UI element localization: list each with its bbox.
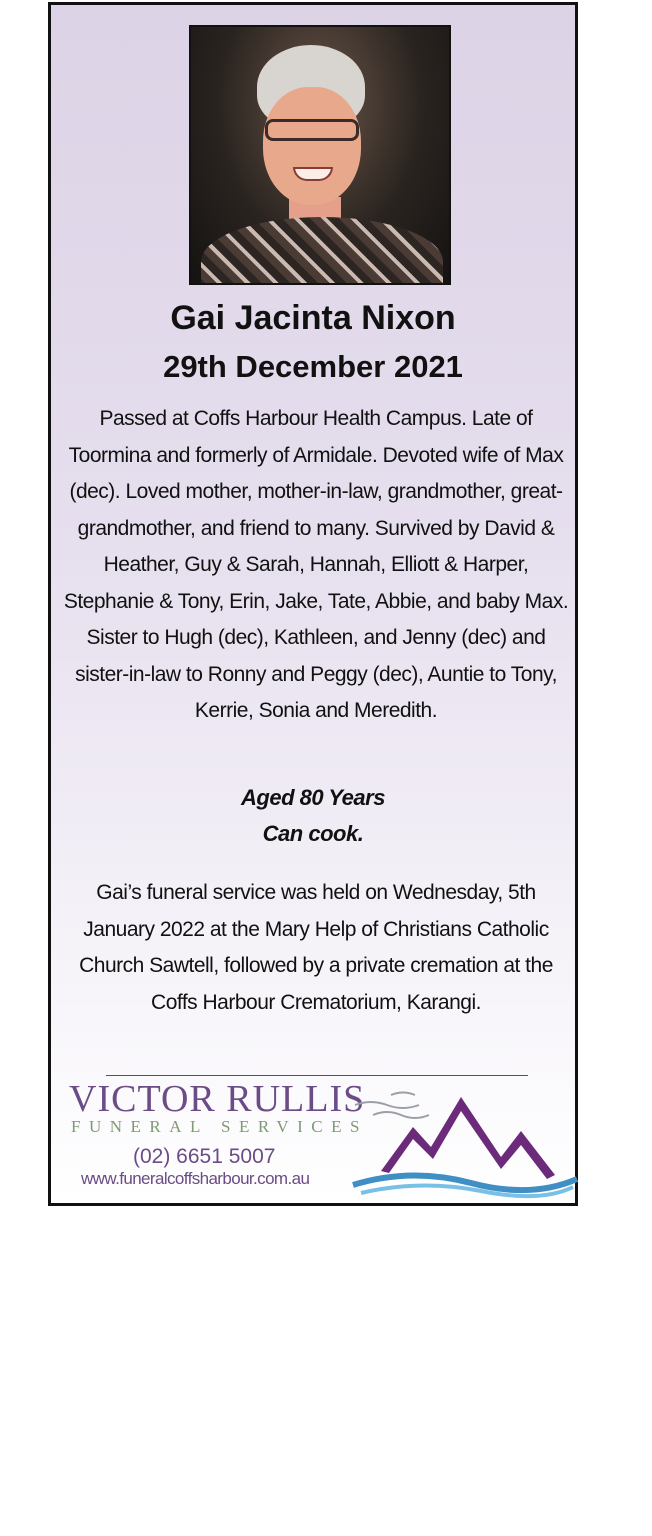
date-of-death: 29th December 2021 bbox=[163, 349, 463, 384]
service-details: Gai’s funeral service was held on Wednesday, 5th January 2022 at the Mary Help of Christians Catholic Church Sawtell, followed by a private cremation at the Coffs Harbour Crematorium, Karangi. bbox=[79, 881, 553, 1014]
age-line: Aged 80 Years bbox=[241, 785, 385, 810]
funeral-home-name: VICTOR RULLIS bbox=[69, 1078, 366, 1120]
funeral-home-phone: (02) 6651 5007 bbox=[133, 1145, 276, 1168]
tagline: Can cook. bbox=[262, 821, 364, 846]
divider bbox=[106, 1075, 528, 1076]
funeral-home-subtitle: FUNERAL SERVICES bbox=[71, 1117, 368, 1136]
death-notice bbox=[48, 2, 578, 1206]
notice-body: Passed at Coffs Harbour Health Campus. Late of Toormina and formerly of Armidale. Devoted wife of Max (dec). Loved mother, mother-in-law, grandmother, great-grandmother, and friend to many. Survived by David & Heather, Guy & Sarah, Hannah, Elliott & Harper, Stephanie & Tony, Erin, Jake, Tate, Abbie, and baby Max. Sister to Hugh (dec), Kathleen, and Jenny (dec) and sister-in-law to Ronny and Peggy (dec), Auntie to Tony, Kerrie, Sonia and Meredith. bbox=[63, 407, 569, 722]
portrait-photo bbox=[189, 25, 451, 285]
mountain-wave-icon bbox=[351, 1087, 579, 1199]
deceased-name: Gai Jacinta Nixon bbox=[170, 299, 456, 337]
funeral-home-website[interactable]: www.funeralcoffsharbour.com.au bbox=[81, 1169, 310, 1188]
